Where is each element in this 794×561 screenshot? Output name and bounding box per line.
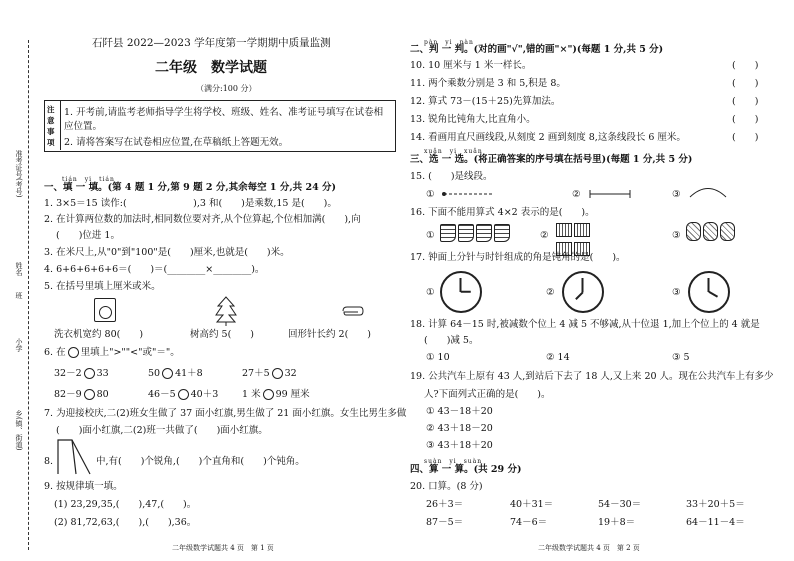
margin-label-name: 姓名: [15, 262, 23, 276]
q9-item-1: (1) 23,29,35,( ),47,( )。: [54, 499, 197, 510]
ray-icon: [440, 188, 496, 200]
curve-icon: [686, 184, 730, 200]
left-footer: 二年级数学试题共 4 页 第 1 页: [172, 544, 274, 552]
q16: 16. 下面不能用算式 4×2 表示的是( )。: [410, 207, 595, 218]
q15-option-3[interactable]: ③: [672, 189, 681, 200]
judge-item: 10. 10 厘米与 1 米一样长。: [410, 60, 532, 71]
compare-circle-icon[interactable]: [178, 389, 189, 400]
q6-item: 82－9 80: [54, 389, 109, 400]
angle-figure-icon: [56, 438, 92, 476]
clock-icon: [562, 271, 604, 313]
q4: 4. 6+6+6+6+6＝( )＝(________×________)。: [44, 264, 265, 275]
answer-bracket[interactable]: ( ): [732, 78, 759, 89]
q15: 15. ( )是线段。: [410, 171, 493, 182]
q9: 9. 按规律填一填。: [44, 481, 123, 492]
q6-prefix: 6. 在: [44, 347, 66, 358]
q8-text: 中,有( )个锐角,( )个直角和( )个钝角。: [96, 456, 305, 467]
q17-option-3[interactable]: ③: [672, 287, 681, 298]
q5-item-tree: 树高约 5( ): [190, 329, 254, 340]
section4-title: 四、算 一 算。(共 29 分): [410, 464, 522, 475]
paper-clip-icon: [340, 306, 364, 316]
right-footer: 二年级数学试题共 4 页 第 2 页: [538, 544, 640, 552]
q6-suffix: 里填上">""<"或"＝"。: [80, 347, 180, 358]
margin-label-town: 乡(镇、街道): [15, 410, 23, 451]
compare-circle-icon[interactable]: [84, 368, 95, 379]
q6-item: 1 米 99 厘米: [242, 389, 310, 400]
q6-item: 27＋5 32: [242, 368, 297, 379]
q15-option-1[interactable]: ①: [426, 189, 435, 200]
section1-pinyin: tián yi tián: [62, 176, 115, 183]
q18-option-1[interactable]: ① 10: [426, 352, 450, 363]
calc-item[interactable]: 54－30＝: [598, 499, 642, 510]
section3-pinyin: xuǎn yi xuǎn: [424, 148, 483, 155]
q18-option-3[interactable]: ③ 5: [672, 352, 690, 363]
q15-option-2[interactable]: ②: [572, 189, 581, 200]
exam-title: 石阡县 2022—2023 学年度第一学期期中质量监测: [92, 37, 331, 49]
calc-item[interactable]: 87－5＝: [426, 517, 464, 528]
q8-number: 8.: [44, 456, 54, 467]
q2-line2: ( )位进 1。: [56, 230, 120, 241]
q19-option-3[interactable]: ③ 43＋18＋20: [426, 440, 493, 451]
q19-line1: 19. 公共汽车上原有 43 人,到站后下去了 18 人,又上来 20 人。现在公共汽车上有多少: [410, 371, 774, 382]
notice-item-1: 1. 开考前,请监考老师指导学生将学校、班级、姓名、准考证号填写在试卷相应位置。: [64, 107, 384, 132]
calc-item[interactable]: 33＋20＋5＝: [686, 499, 745, 510]
calc-item[interactable]: 64－11－4＝: [686, 517, 745, 528]
notice-divider: [60, 100, 61, 150]
q20: 20. 口算。(8 分): [410, 481, 483, 492]
q6-item: 32－2 33: [54, 368, 109, 379]
judge-item: 12. 算式 73－(15＋25)先算加法。: [410, 96, 561, 107]
q18-option-2[interactable]: ② 14: [546, 352, 570, 363]
washing-machine-icon: [94, 298, 116, 322]
margin-label-class: 班: [15, 292, 23, 299]
judge-item: 13. 锐角比钝角大,比直角小。: [410, 114, 536, 125]
q17: 17. 钟面上分针与时针组成的角是钝角的是( )。: [410, 252, 626, 263]
q1: 1. 3×5＝15 读作:( ),3 和( )是乘数,15 是( )。: [44, 198, 337, 209]
q3: 3. 在米尺上,从"0"到"100"是( )厘米,也就是( )米。: [44, 247, 290, 258]
calc-item[interactable]: 74－6＝: [510, 517, 548, 528]
notice-label: 注意事项: [47, 105, 55, 147]
full-score: （满分:100 分）: [196, 84, 257, 93]
compare-circle-icon[interactable]: [84, 389, 95, 400]
calc-item[interactable]: 19＋8＝: [598, 517, 636, 528]
q9-item-2: (2) 81,72,63,( ),( ),36。: [54, 517, 197, 528]
answer-bracket[interactable]: ( ): [732, 114, 759, 125]
notice-item-2: 2. 请将答案写在试卷相应位置,在草稿纸上答题无效。: [64, 137, 289, 148]
section4-pinyin: suàn yi suàn: [424, 458, 483, 465]
answer-bracket[interactable]: ( ): [732, 96, 759, 107]
section1-title: 一、填 一 填。(第 4 题 1 分,第 9 题 2 分,其余每空 1 分,共 24 分): [44, 182, 336, 193]
compare-circle-icon: [68, 347, 79, 358]
q17-option-2[interactable]: ②: [546, 287, 555, 298]
compare-circle-icon[interactable]: [263, 389, 274, 400]
answer-bracket[interactable]: ( ): [732, 132, 759, 143]
q19-line2: 人?下面列式正确的是( )。: [424, 389, 551, 400]
clock-icon: [440, 271, 482, 313]
segment-icon: [586, 188, 634, 200]
exam-subtitle: 二年级 数学试题: [155, 60, 267, 76]
q18-line2: ( )减 5。: [424, 335, 479, 346]
section3-title: 三、选 一 选。(将正确答案的序号填在括号里)(每题 1 分,共 5 分): [410, 154, 693, 165]
calc-item[interactable]: 26＋3＝: [426, 499, 464, 510]
tree-icon: [215, 296, 237, 326]
calc-item[interactable]: 40＋31＝: [510, 499, 554, 510]
q7-line1: 7. 为迎接校庆,二(2)班女生做了 37 面小红旗,男生做了 21 面小红旗。女生比男生多做: [44, 408, 407, 419]
compare-circle-icon[interactable]: [162, 368, 173, 379]
section2-title: 二、判 一 判。(对的画"√",错的画"×")(每题 1 分,共 5 分): [410, 44, 664, 55]
judge-item: 14. 看画用直尺画线段,从刻度 2 画到刻度 8,这条线段长 6 厘米。: [410, 132, 686, 143]
q19-option-1[interactable]: ① 43－18＋20: [426, 406, 493, 417]
shoes-icon: [686, 222, 737, 245]
q16-option-2[interactable]: ②: [540, 230, 549, 241]
judge-item: 11. 两个乘数分别是 3 和 5,积是 8。: [410, 78, 566, 89]
q17-option-1[interactable]: ①: [426, 287, 435, 298]
compare-circle-icon[interactable]: [272, 368, 283, 379]
q18-line1: 18. 计算 64－15 时,被减数个位上 4 减 5 不够减,从十位退 1,加上个位上的 4 就是: [410, 319, 760, 330]
margin-label-school: 小学: [15, 338, 23, 352]
q2-line1: 2. 在计算两位数的加法时,相同数位要对齐,从个位算起,个位相加满( ),向: [44, 214, 361, 225]
q5-item-washing-machine: 洗衣机宽约 80( ): [54, 329, 144, 340]
clock-icon: [688, 271, 730, 313]
q6-item: 50 41＋8: [148, 368, 203, 379]
q6: [44, 347, 180, 358]
q16-option-3[interactable]: ③: [672, 230, 681, 241]
q5: 5. 在括号里填上厘米或米。: [44, 281, 161, 292]
q7-line2: ( )面小红旗,二(2)班一共做了( )面小红旗。: [56, 425, 268, 436]
answer-bracket[interactable]: ( ): [732, 60, 759, 71]
q16-option-1[interactable]: ①: [426, 230, 435, 241]
margin-label-exam-number: 准考证号(考号): [15, 150, 23, 198]
section2-pinyin: pàn yi pàn: [424, 39, 474, 46]
binding-line: [28, 40, 29, 550]
q19-option-2[interactable]: ② 43＋18－20: [426, 423, 493, 434]
q6-item: 46－5 40＋3: [148, 389, 219, 400]
q5-item-clip: 回形针长约 2( ): [288, 329, 371, 340]
socks-icon: [440, 224, 512, 246]
